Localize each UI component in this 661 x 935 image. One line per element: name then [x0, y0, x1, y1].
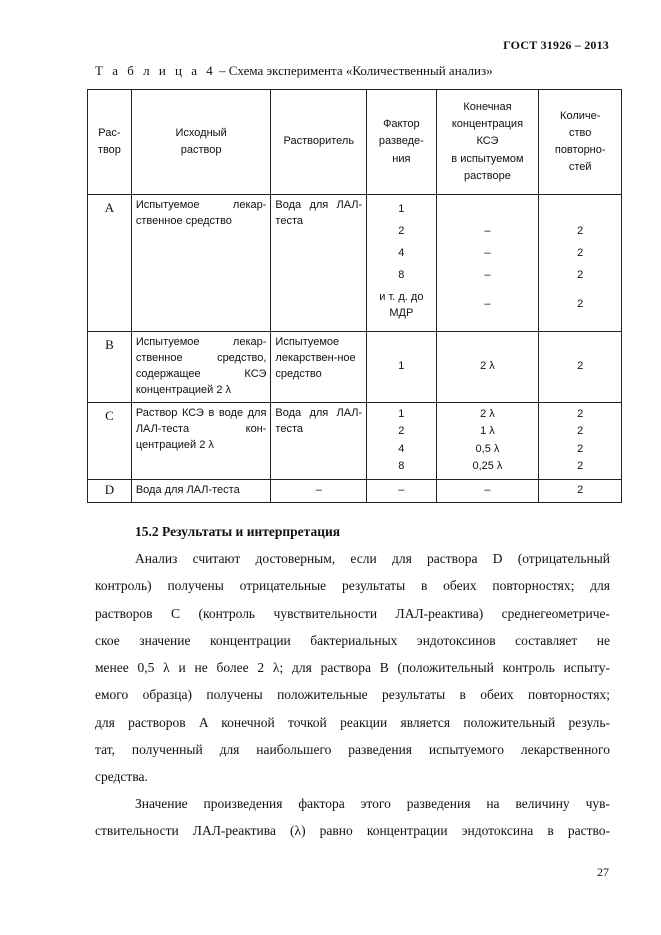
- header-replicates: Количе- ство повторно- стей: [539, 90, 622, 195]
- factor-cell: [367, 195, 436, 332]
- paragraph-line: контроль) получены отрицательные результаты в обеих повторностях; для: [95, 578, 610, 594]
- concentration-cell: 2 λ: [436, 332, 539, 403]
- table-header-row: [88, 90, 622, 195]
- concentration-value: –: [484, 247, 491, 259]
- concentration-value: 0,5 λ: [475, 442, 500, 455]
- paragraph-line: ствительности ЛАЛ-реактива (λ) равно концентрации эндотоксина в раство-: [95, 823, 610, 839]
- paragraph-line: тат, полученный для наибольшего разведения испытуемого лекарственного: [95, 742, 610, 758]
- header-solvent: Растворитель: [271, 90, 367, 195]
- paragraph-validity: [95, 545, 610, 791]
- experiment-table: [87, 89, 622, 503]
- paragraph-line: Анализ считают достоверным, если для раствора D (отрицательный: [135, 551, 610, 566]
- paragraph-line: растворов C (контроль чувствительности ЛАЛ-реактива) среднегеометриче-: [95, 605, 610, 621]
- replicates-value: 2: [577, 269, 584, 281]
- table-row: [88, 402, 622, 479]
- table-row: [88, 479, 622, 502]
- paragraph-line: для растворов A конечной точкой реакции является положительный резуль-: [95, 714, 610, 730]
- replicates-value: 2: [577, 460, 584, 473]
- factor-value: 4: [398, 247, 405, 259]
- concentration-value: 0,25 λ: [472, 460, 503, 473]
- replicates-cell: 2: [539, 479, 622, 502]
- factor-value: 1: [398, 203, 405, 215]
- header-final-concentration: Конечная концентрация КСЭ в испытуемом растворе: [436, 90, 539, 195]
- concentration-value: –: [484, 269, 491, 281]
- concentration-value: 2 λ: [480, 407, 495, 420]
- paragraph-line: Значение произведения фактора этого разведения на величину чув-: [135, 796, 610, 811]
- document-code: ГОСТ 31926 – 2013: [503, 38, 609, 52]
- factor-value: 4: [398, 442, 405, 455]
- solvent-cell: Вода для ЛАЛ-теста: [271, 195, 367, 332]
- replicates-cell: [539, 402, 622, 479]
- table-row: [88, 332, 622, 403]
- factor-value: 8: [398, 460, 405, 473]
- paragraph-line: емого образца) получены положительные результаты в обеих повторностях;: [95, 687, 610, 703]
- header-source-solution: Исходный раствор: [131, 90, 271, 195]
- replicates-value: [543, 198, 617, 220]
- factor-cell: 1: [367, 332, 436, 403]
- section-heading: 15.2 Результаты и интерпретация: [135, 524, 341, 539]
- header-solution: Рас- твор: [88, 90, 132, 195]
- paragraph-line: ское значение концентрации бактериальных эндотоксинов составляет не: [95, 632, 610, 648]
- solvent-cell: Испытуемое лекарствен-ное средство: [271, 332, 367, 403]
- replicates-value: 2: [577, 298, 584, 310]
- source-cell: Испытуемое лекар-ственное средство, содержащее КСЭ концентрацией 2 λ: [131, 332, 271, 403]
- solvent-cell: –: [271, 479, 367, 502]
- concentration-value: [441, 198, 535, 220]
- row-label: A: [88, 195, 132, 332]
- source-cell: Испытуемое лекар-ственное средство: [131, 195, 271, 332]
- replicates-value: 2: [577, 407, 584, 420]
- paragraph-line: средства.: [95, 769, 148, 785]
- solvent-cell: Вода для ЛАЛ-теста: [271, 402, 367, 479]
- source-cell: Вода для ЛАЛ-теста: [131, 479, 271, 502]
- factor-cell: [367, 402, 436, 479]
- header-dilution-factor: Фактор разведе- ния: [367, 90, 436, 195]
- row-label: B: [88, 332, 132, 403]
- table-caption-title: – Схема эксперимента «Количественный анализ»: [215, 63, 493, 78]
- paragraph-product: [95, 790, 610, 845]
- factor-value: и т. д. до МДР: [379, 291, 424, 319]
- replicates-cell: 2: [539, 332, 622, 403]
- replicates-value: 2: [577, 442, 584, 455]
- factor-value: 1: [398, 407, 405, 420]
- replicates-value: 2: [577, 247, 584, 259]
- row-label: D: [88, 479, 132, 502]
- factor-value: 2: [398, 225, 405, 237]
- concentration-cell: [436, 402, 539, 479]
- concentration-value: –: [484, 225, 491, 237]
- table-row: [88, 195, 622, 332]
- row-label: C: [88, 402, 132, 479]
- factor-value: 8: [398, 269, 405, 281]
- replicates-value: 2: [577, 225, 584, 237]
- concentration-value: 1 λ: [480, 425, 495, 438]
- source-cell: Раствор КСЭ в воде для ЛАЛ-теста кон-центрацией 2 λ: [131, 402, 271, 479]
- replicates-value: 2: [577, 425, 584, 438]
- concentration-cell: [436, 195, 539, 332]
- factor-cell: –: [367, 479, 436, 502]
- table-caption-label: Т а б л и ц а 4: [95, 63, 216, 78]
- replicates-cell: [539, 195, 622, 332]
- factor-value: 2: [398, 425, 405, 438]
- table-caption: [95, 63, 493, 79]
- concentration-cell: –: [436, 479, 539, 502]
- paragraph-line: менее 0,5 λ и не более 2 λ; для раствора B (положительный контроль испыту-: [95, 660, 610, 676]
- concentration-value: –: [484, 298, 491, 310]
- page-number: 27: [597, 865, 609, 879]
